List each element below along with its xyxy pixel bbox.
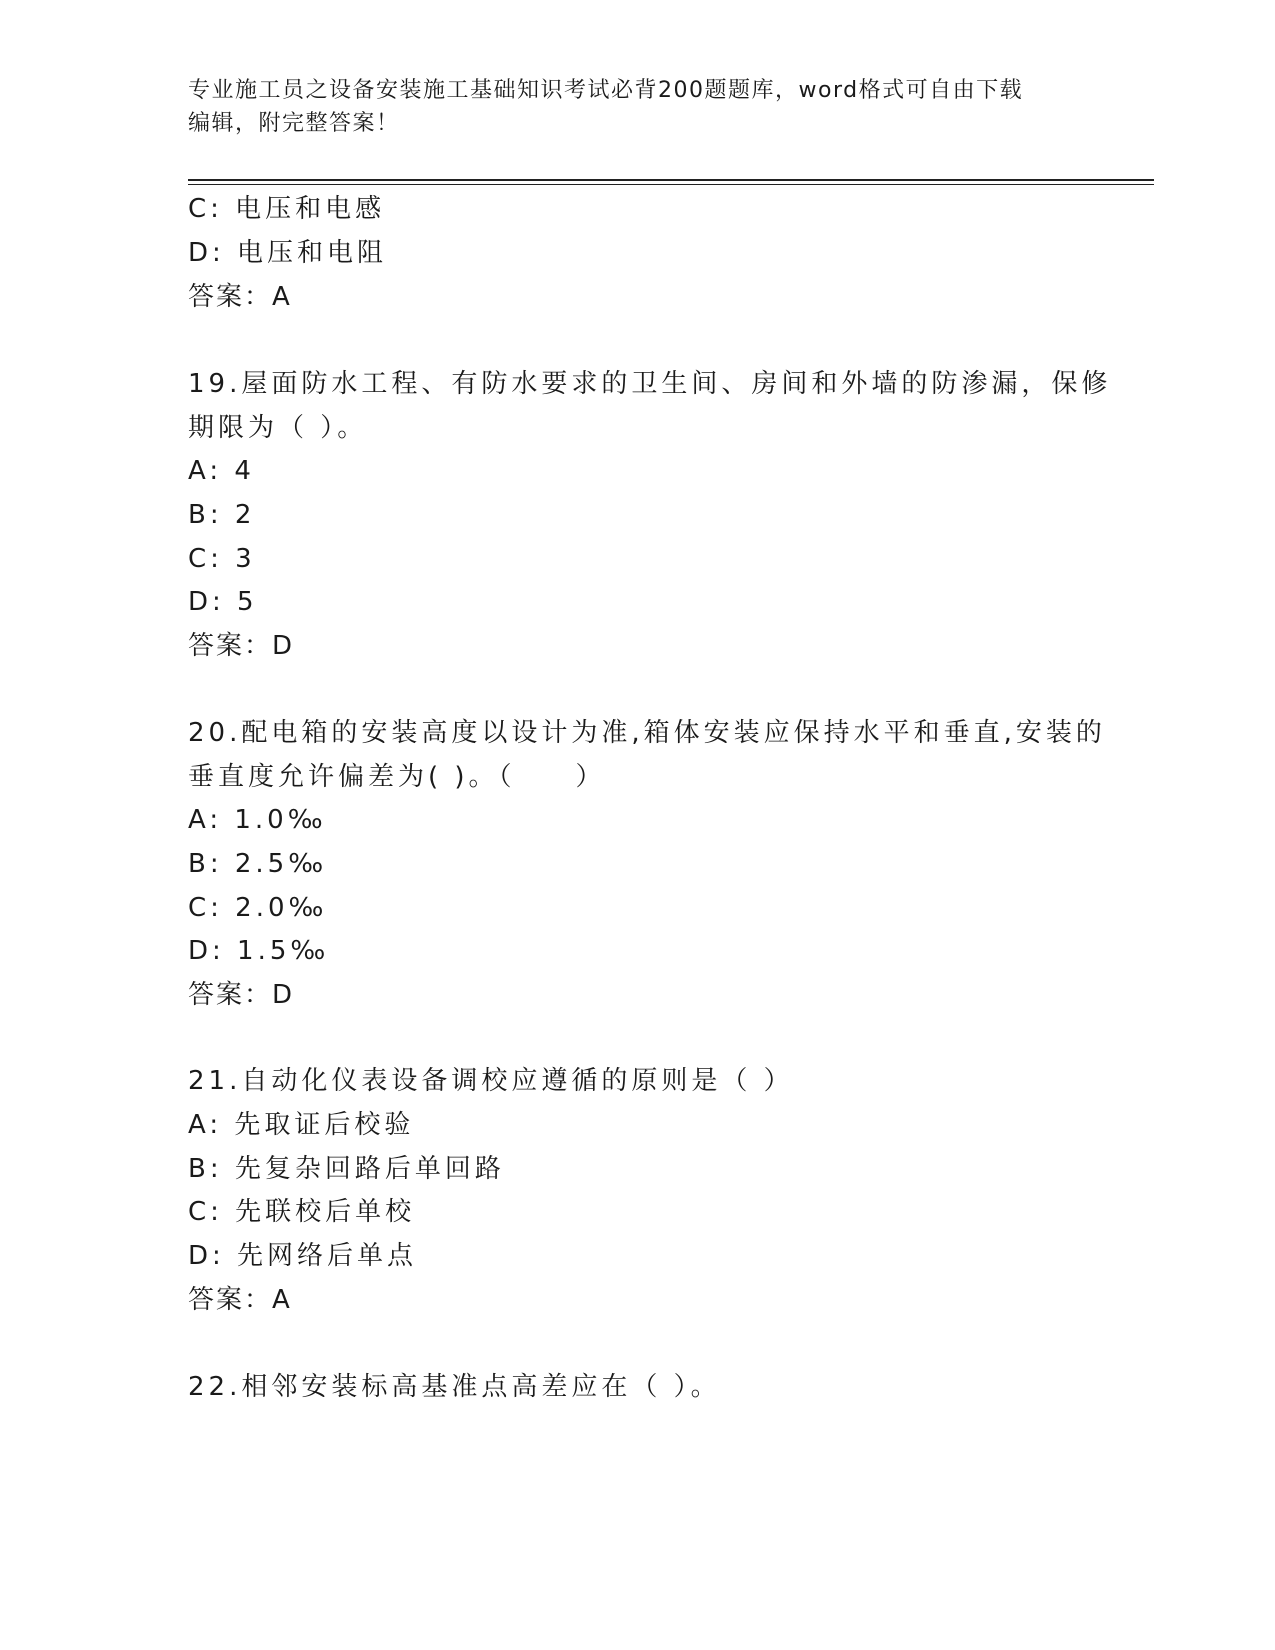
header-divider-thin: [188, 184, 1154, 185]
q18-option-c: C: 电压和电感: [188, 194, 386, 224]
q19-stem-line1: 19.屋面防水工程、有防水要求的卫生间、房间和外墙的防渗漏，保修: [188, 369, 1112, 399]
q19-answer: 答案：D: [188, 631, 295, 661]
q21-option-c: C: 先联校后单校: [188, 1197, 416, 1227]
q18-answer: 答案：A: [188, 282, 292, 312]
q21-stem: 21.自动化仪表设备调校应遵循的原则是（ ）: [188, 1066, 794, 1096]
q21-option-a: A: 先取证后校验: [188, 1110, 415, 1140]
q19-stem-line2: 期限为（ ）。: [188, 413, 368, 443]
header-title-line1: 专业施工员之设备安装施工基础知识考试必背200题题库，word格式可自由下载: [188, 78, 1024, 103]
q22-stem: 22.相邻安装标高基准点高差应在（ ）。: [188, 1372, 721, 1402]
header-title-line2: 编辑，附完整答案！: [188, 111, 400, 136]
q19-option-d: D: 5: [188, 587, 258, 617]
q19-option-b: B: 2: [188, 500, 256, 530]
q21-option-b: B: 先复杂回路后单回路: [188, 1154, 505, 1184]
q21-option-d: D: 先网络后单点: [188, 1241, 418, 1271]
q20-option-a: A: 1.0‰: [188, 805, 327, 835]
q20-option-b: B: 2.5‰: [188, 849, 328, 879]
q20-option-d: D: 1.5‰: [188, 936, 330, 966]
q20-option-c: C: 2.0‰: [188, 893, 328, 923]
q19-option-a: A: 4: [188, 456, 255, 486]
header-divider-thick: [188, 179, 1154, 181]
q20-answer: 答案：D: [188, 980, 295, 1010]
document-header: [188, 74, 1088, 140]
q20-stem-line2: 垂直度允许偏差为( )。（ ）: [188, 762, 606, 792]
q18-option-d: D: 电压和电阻: [188, 238, 388, 268]
q21-answer: 答案：A: [188, 1285, 292, 1315]
q19-option-c: C: 3: [188, 544, 256, 574]
q20-stem-line1: 20.配电箱的安装高度以设计为准,箱体安装应保持水平和垂直,安装的: [188, 718, 1106, 748]
